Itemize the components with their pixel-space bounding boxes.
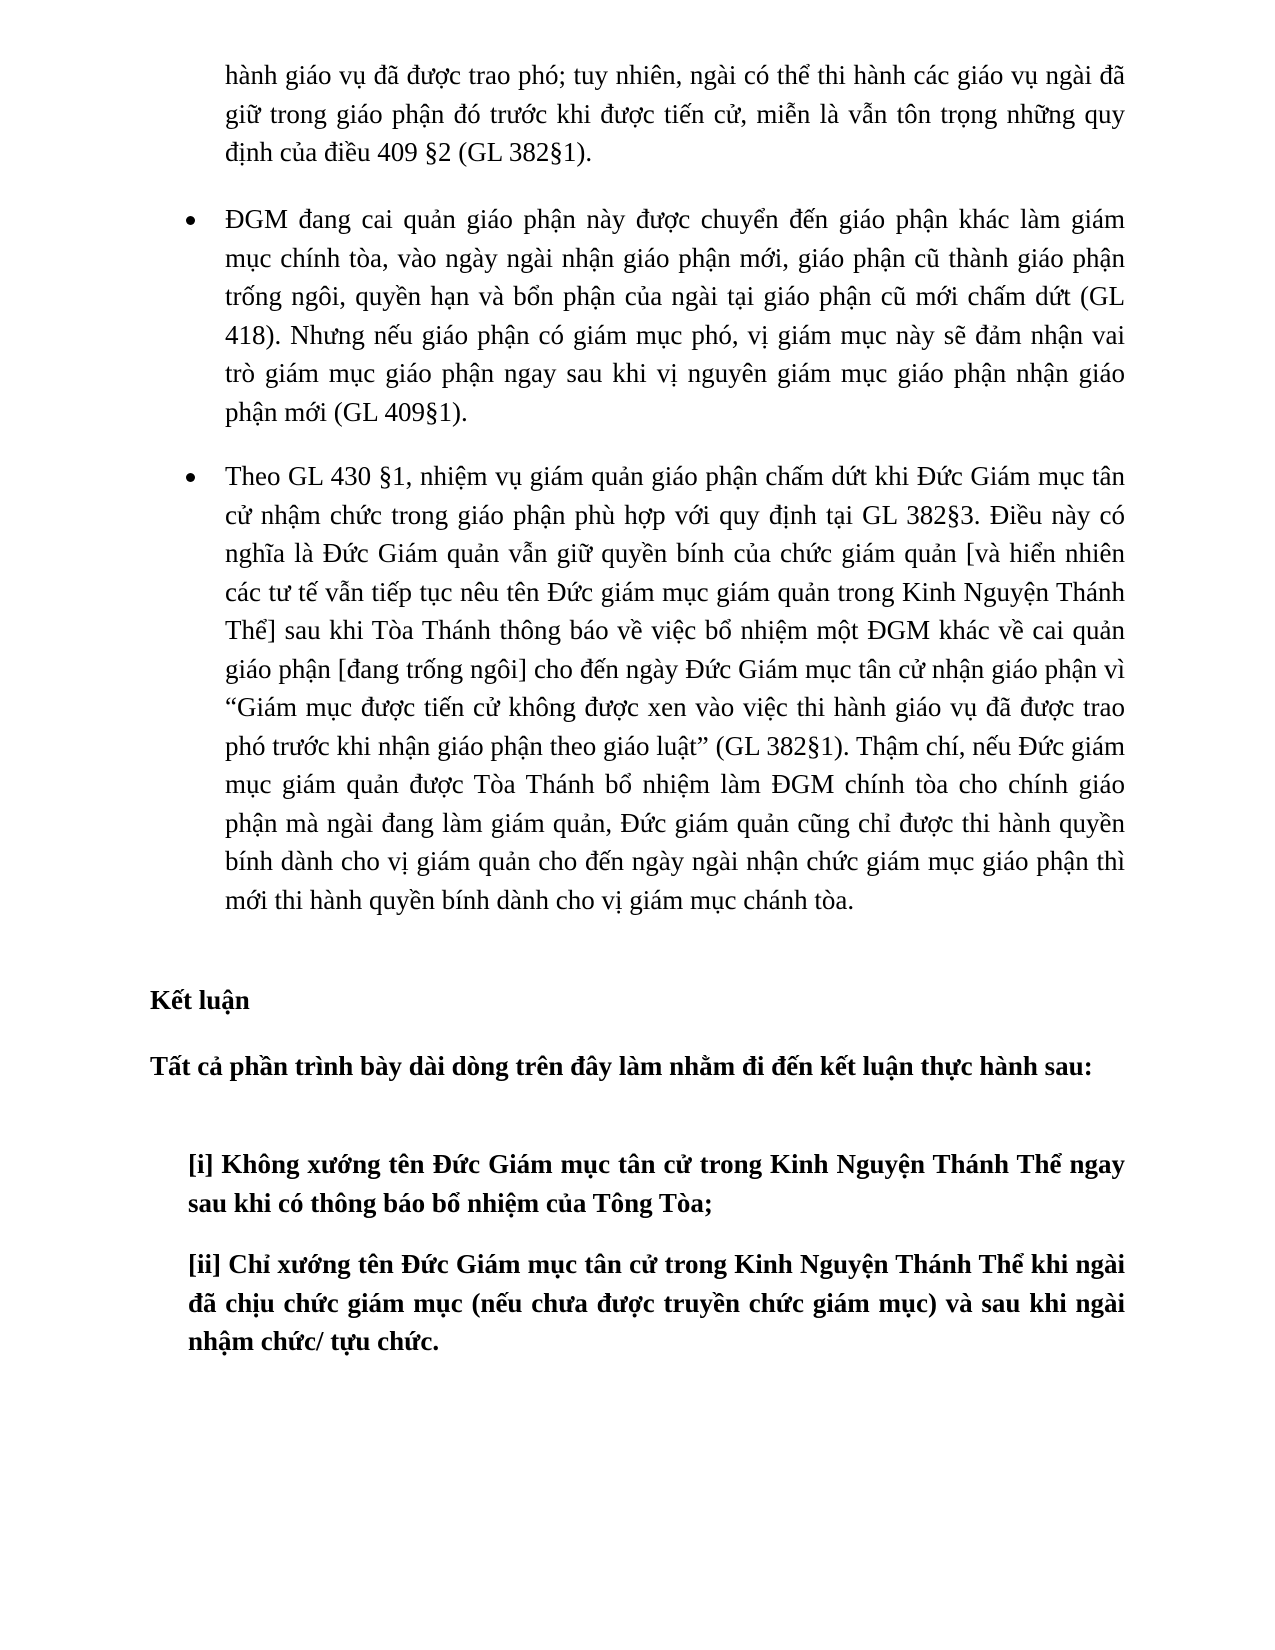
bullet-text: Theo GL 430 §1, nhiệm vụ giám quản giáo phận chấm dứt khi Đức Giám mục tân cử nhậm chức trong giáo phận phù hợp với quy định tại GL 382§3. Điều này có nghĩa là Đức Giám quản vẫn giữ quyền bính của chức giám quản [và hiển nhiên các tư tế vẫn tiếp tục nêu tên Đức giám mục giám quản trong Kinh Nguyện Thánh Thể] sau khi Tòa Thánh thông báo về việc bổ nhiệm một ĐGM khác về cai quản giáo phận [đang trống ngôi] cho đến ngày Đức Giám mục tân cử nhận giáo phận vì “Giám mục được tiến cử không được xen vào việc thi hành giáo vụ đã được trao phó trước khi nhận giáo phận theo giáo luật” (GL 382§1). Thậm chí, nếu Đức giám mục giám quản được Tòa Thánh bổ nhiệm làm ĐGM chính tòa cho chính giáo phận mà ngài đang làm giám quản, Đức giám quản cũng chỉ được thi hành quyền bính dành cho vị giám quản cho đến ngày ngài nhận chức giám mục giáo phận thì mới thi hành quyền bính dành cho vị giám mục chánh tòa. — [225, 461, 1125, 915]
bullet-item-administrator — [225, 457, 1125, 919]
conclusion-point-2: [ii] Chỉ xướng tên Đức Giám mục tân cử trong Kinh Nguyện Thánh Thể khi ngài đã chịu chức giám mục (nếu chưa được truyền chức giám mục) và sau khi ngài nhậm chức/ tựu chức. — [188, 1249, 1125, 1356]
bullet-item-transfer — [225, 200, 1125, 431]
bullet-icon — [186, 473, 195, 482]
conclusion-point-1: [i] Không xướng tên Đức Giám mục tân cử trong Kinh Nguyện Thánh Thể ngay sau khi có thông báo bổ nhiệm của Tông Tòa; — [188, 1149, 1125, 1218]
conclusion-lead: Tất cả phần trình bày dài dòng trên đây làm nhằm đi đến kết luận thực hành sau: — [150, 1051, 1093, 1081]
continuation-paragraph: hành giáo vụ đã được trao phó; tuy nhiên, ngài có thể thi hành các giáo vụ ngài đã giữ trong giáo phận đó trước khi được tiến cử, miễn là vẫn tôn trọng những quy định của điều 409 §2 (GL 382§1). — [225, 60, 1125, 167]
bullet-list — [225, 200, 1125, 945]
bullet-icon — [186, 216, 195, 225]
conclusion-heading: Kết luận — [150, 985, 250, 1015]
bullet-text: ĐGM đang cai quản giáo phận này được chuyển đến giáo phận khác làm giám mục chính tòa, vào ngày ngài nhận giáo phận mới, giáo phận cũ thành giáo phận trống ngôi, quyền hạn và bổn phận của ngài tại giáo phận cũ mới chấm dứt (GL 418). Nhưng nếu giáo phận có giám mục phó, vị giám mục này sẽ đảm nhận vai trò giám mục giáo phận ngay sau khi vị nguyên giám mục giáo phận nhận giáo phận mới (GL 409§1). — [225, 204, 1125, 427]
